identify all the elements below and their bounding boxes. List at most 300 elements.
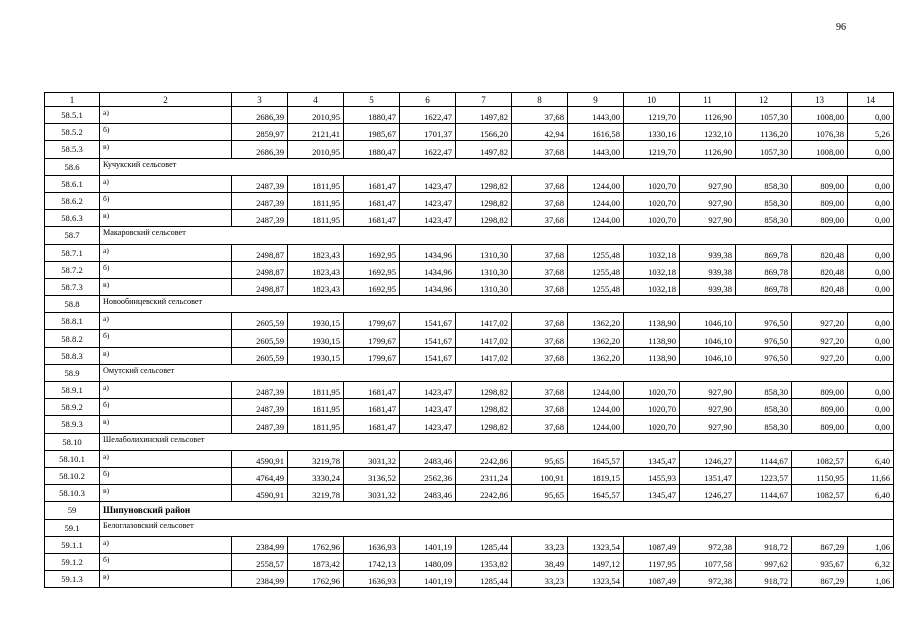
section-title: Шелаболихинский сельсовет (100, 433, 894, 450)
value-cell: 1799,67 (344, 347, 400, 364)
value-cell: 2558,57 (232, 553, 288, 570)
value-cell: 1401,19 (400, 571, 456, 588)
value-cell: 2562,36 (400, 467, 456, 484)
row-number: 59.1.1 (45, 536, 100, 553)
value-cell: 1645,57 (568, 450, 624, 467)
value-cell: 1823,43 (288, 244, 344, 261)
value-cell: 0,00 (848, 278, 894, 295)
row-label: б) (100, 467, 232, 484)
value-cell: 1434,96 (400, 261, 456, 278)
value-cell: 997,62 (736, 553, 792, 570)
row-number: 58.7.1 (45, 244, 100, 261)
value-cell: 0,00 (848, 107, 894, 124)
value-cell: 927,90 (680, 175, 736, 192)
value-cell: 1622,47 (400, 107, 456, 124)
row-number: 58.7.3 (45, 278, 100, 295)
value-cell: 869,78 (736, 278, 792, 295)
row-label: б) (100, 553, 232, 570)
row-label: б) (100, 330, 232, 347)
value-cell: 820,48 (792, 244, 848, 261)
value-cell: 1423,47 (400, 416, 456, 433)
value-cell: 1423,47 (400, 175, 456, 192)
column-header: 12 (736, 93, 792, 107)
value-cell: 1351,47 (680, 467, 736, 484)
value-cell: 1223,57 (736, 467, 792, 484)
value-cell: 37,68 (512, 175, 568, 192)
value-cell: 1138,90 (624, 330, 680, 347)
value-cell: 3330,24 (288, 467, 344, 484)
value-cell: 1811,95 (288, 382, 344, 399)
value-cell: 1423,47 (400, 382, 456, 399)
value-cell: 1541,67 (400, 313, 456, 330)
row-label: в) (100, 347, 232, 364)
value-cell: 2487,39 (232, 416, 288, 433)
value-cell: 1144,67 (736, 450, 792, 467)
value-cell: 1082,57 (792, 450, 848, 467)
table-row (45, 485, 894, 502)
value-cell: 42,94 (512, 124, 568, 141)
value-cell: 1,06 (848, 571, 894, 588)
value-cell: 1681,47 (344, 382, 400, 399)
value-cell: 1032,18 (624, 261, 680, 278)
value-cell: 2483,46 (400, 450, 456, 467)
table-body (45, 93, 894, 588)
table-row (45, 450, 894, 467)
value-cell: 1681,47 (344, 416, 400, 433)
value-cell: 1244,00 (568, 399, 624, 416)
value-cell: 2487,39 (232, 192, 288, 209)
value-cell: 2384,99 (232, 571, 288, 588)
row-label: в) (100, 416, 232, 433)
row-label: а) (100, 382, 232, 399)
section-row (45, 158, 894, 175)
row-number: 58.5.1 (45, 107, 100, 124)
value-cell: 1417,02 (456, 313, 512, 330)
value-cell: 2311,24 (456, 467, 512, 484)
column-header: 1 (45, 93, 100, 107)
value-cell: 1255,48 (568, 261, 624, 278)
value-cell: 1985,67 (344, 124, 400, 141)
value-cell: 1244,00 (568, 192, 624, 209)
value-cell: 38,49 (512, 553, 568, 570)
value-cell: 6,32 (848, 553, 894, 570)
value-cell: 1742,13 (344, 553, 400, 570)
section-row (45, 364, 894, 381)
value-cell: 809,00 (792, 382, 848, 399)
tariff-table (44, 92, 894, 588)
value-cell: 37,68 (512, 330, 568, 347)
row-label: в) (100, 141, 232, 158)
table-row (45, 124, 894, 141)
value-cell: 809,00 (792, 192, 848, 209)
value-cell: 3136,52 (344, 467, 400, 484)
column-header: 14 (848, 93, 894, 107)
value-cell: 0,00 (848, 313, 894, 330)
value-cell: 1353,82 (456, 553, 512, 570)
row-number: 58.8 (45, 296, 100, 313)
value-cell: 1762,96 (288, 536, 344, 553)
value-cell: 1255,48 (568, 278, 624, 295)
value-cell: 37,68 (512, 399, 568, 416)
value-cell: 1046,10 (680, 313, 736, 330)
value-cell: 1126,90 (680, 107, 736, 124)
column-header: 8 (512, 93, 568, 107)
value-cell: 1310,30 (456, 244, 512, 261)
value-cell: 11,66 (848, 467, 894, 484)
value-cell: 927,90 (680, 382, 736, 399)
value-cell: 37,68 (512, 210, 568, 227)
value-cell: 809,00 (792, 416, 848, 433)
value-cell: 1681,47 (344, 399, 400, 416)
value-cell: 1417,02 (456, 347, 512, 364)
value-cell: 37,68 (512, 416, 568, 433)
row-number: 58.10.1 (45, 450, 100, 467)
value-cell: 1455,93 (624, 467, 680, 484)
value-cell: 1434,96 (400, 244, 456, 261)
value-cell: 2384,99 (232, 536, 288, 553)
value-cell: 809,00 (792, 175, 848, 192)
table-row (45, 313, 894, 330)
row-number: 59.1 (45, 519, 100, 536)
row-label: б) (100, 192, 232, 209)
value-cell: 976,50 (736, 313, 792, 330)
value-cell: 0,00 (848, 416, 894, 433)
value-cell: 1823,43 (288, 278, 344, 295)
value-cell: 927,90 (680, 192, 736, 209)
row-number: 58.9.3 (45, 416, 100, 433)
value-cell: 820,48 (792, 278, 848, 295)
value-cell: 1244,00 (568, 175, 624, 192)
row-label: в) (100, 571, 232, 588)
value-cell: 1298,82 (456, 210, 512, 227)
table-row (45, 536, 894, 553)
table-row (45, 107, 894, 124)
value-cell: 2605,59 (232, 347, 288, 364)
row-number: 58.9 (45, 364, 100, 381)
value-cell: 1008,00 (792, 141, 848, 158)
row-number: 58.9.1 (45, 382, 100, 399)
value-cell: 0,00 (848, 244, 894, 261)
value-cell: 2605,59 (232, 313, 288, 330)
value-cell: 1020,70 (624, 192, 680, 209)
value-cell: 1246,27 (680, 450, 736, 467)
section-row (45, 227, 894, 244)
value-cell: 2498,87 (232, 261, 288, 278)
value-cell: 939,38 (680, 261, 736, 278)
section-title: Макаровский сельсовет (100, 227, 894, 244)
value-cell: 2242,86 (456, 485, 512, 502)
value-cell: 1032,18 (624, 278, 680, 295)
value-cell: 1819,15 (568, 467, 624, 484)
row-number: 58.9.2 (45, 399, 100, 416)
value-cell: 1480,09 (400, 553, 456, 570)
row-number: 58.5.3 (45, 141, 100, 158)
value-cell: 0,00 (848, 330, 894, 347)
value-cell: 1541,67 (400, 347, 456, 364)
value-cell: 1401,19 (400, 536, 456, 553)
value-cell: 1434,96 (400, 278, 456, 295)
value-cell: 37,68 (512, 141, 568, 158)
table-row (45, 399, 894, 416)
value-cell: 2242,86 (456, 450, 512, 467)
column-header: 2 (100, 93, 232, 107)
row-label: б) (100, 124, 232, 141)
value-cell: 1032,18 (624, 244, 680, 261)
value-cell: 1692,95 (344, 244, 400, 261)
value-cell: 1681,47 (344, 175, 400, 192)
row-label: а) (100, 244, 232, 261)
table-row (45, 141, 894, 158)
value-cell: 3031,32 (344, 450, 400, 467)
value-cell: 2487,39 (232, 175, 288, 192)
value-cell: 1645,57 (568, 485, 624, 502)
row-number: 59 (45, 502, 100, 519)
row-label: б) (100, 399, 232, 416)
value-cell: 918,72 (736, 536, 792, 553)
value-cell: 1150,95 (792, 467, 848, 484)
value-cell: 3219,78 (288, 485, 344, 502)
section-row (45, 433, 894, 450)
value-cell: 0,00 (848, 210, 894, 227)
value-cell: 1087,49 (624, 571, 680, 588)
value-cell: 809,00 (792, 399, 848, 416)
table-row (45, 278, 894, 295)
value-cell: 0,00 (848, 141, 894, 158)
value-cell: 100,91 (512, 467, 568, 484)
value-cell: 1138,90 (624, 347, 680, 364)
value-cell: 1880,47 (344, 107, 400, 124)
value-cell: 1219,70 (624, 107, 680, 124)
value-cell: 867,29 (792, 571, 848, 588)
value-cell: 858,30 (736, 382, 792, 399)
value-cell: 1681,47 (344, 210, 400, 227)
value-cell: 1298,82 (456, 416, 512, 433)
value-cell: 1423,47 (400, 210, 456, 227)
value-cell: 1497,12 (568, 553, 624, 570)
value-cell: 37,68 (512, 244, 568, 261)
value-cell: 1880,47 (344, 141, 400, 158)
table-row (45, 571, 894, 588)
page-number: 96 (836, 22, 846, 33)
row-number: 58.6.1 (45, 175, 100, 192)
value-cell: 37,68 (512, 192, 568, 209)
value-cell: 2010,95 (288, 107, 344, 124)
value-cell: 1008,00 (792, 107, 848, 124)
value-cell: 1566,20 (456, 124, 512, 141)
value-cell: 1930,15 (288, 313, 344, 330)
row-number: 59.1.2 (45, 553, 100, 570)
row-number: 58.6 (45, 158, 100, 175)
row-number: 58.6.2 (45, 192, 100, 209)
value-cell: 1255,48 (568, 244, 624, 261)
value-cell: 0,00 (848, 347, 894, 364)
value-cell: 5,26 (848, 124, 894, 141)
value-cell: 1144,67 (736, 485, 792, 502)
value-cell: 927,90 (680, 399, 736, 416)
column-header: 3 (232, 93, 288, 107)
value-cell: 858,30 (736, 175, 792, 192)
table-row (45, 467, 894, 484)
row-number: 59.1.3 (45, 571, 100, 588)
value-cell: 1345,47 (624, 450, 680, 467)
value-cell: 1541,67 (400, 330, 456, 347)
value-cell: 1811,95 (288, 210, 344, 227)
table-row (45, 416, 894, 433)
value-cell: 1232,10 (680, 124, 736, 141)
value-cell: 1423,47 (400, 399, 456, 416)
value-cell: 1310,30 (456, 261, 512, 278)
value-cell: 927,20 (792, 347, 848, 364)
value-cell: 976,50 (736, 330, 792, 347)
value-cell: 2487,39 (232, 399, 288, 416)
value-cell: 6,40 (848, 485, 894, 502)
value-cell: 858,30 (736, 192, 792, 209)
row-label: а) (100, 107, 232, 124)
value-cell: 1298,82 (456, 175, 512, 192)
district-row (45, 502, 894, 519)
row-number: 58.6.3 (45, 210, 100, 227)
table-row (45, 175, 894, 192)
value-cell: 1873,42 (288, 553, 344, 570)
value-cell: 2487,39 (232, 210, 288, 227)
row-label: в) (100, 210, 232, 227)
table-row (45, 192, 894, 209)
value-cell: 0,00 (848, 175, 894, 192)
value-cell: 1057,30 (736, 141, 792, 158)
value-cell: 1799,67 (344, 330, 400, 347)
value-cell: 33,23 (512, 571, 568, 588)
value-cell: 927,20 (792, 330, 848, 347)
value-cell: 1244,00 (568, 416, 624, 433)
value-cell: 1362,20 (568, 347, 624, 364)
row-number: 58.7 (45, 227, 100, 244)
value-cell: 1323,54 (568, 536, 624, 553)
value-cell: 2859,97 (232, 124, 288, 141)
value-cell: 1636,93 (344, 536, 400, 553)
value-cell: 1362,20 (568, 330, 624, 347)
column-header: 13 (792, 93, 848, 107)
value-cell: 1497,82 (456, 107, 512, 124)
value-cell: 1046,10 (680, 347, 736, 364)
value-cell: 1298,82 (456, 399, 512, 416)
table-row (45, 347, 894, 364)
row-label: а) (100, 175, 232, 192)
value-cell: 2686,39 (232, 141, 288, 158)
row-number: 58.10.3 (45, 485, 100, 502)
value-cell: 37,68 (512, 347, 568, 364)
value-cell: 858,30 (736, 210, 792, 227)
value-cell: 1323,54 (568, 571, 624, 588)
value-cell: 1057,30 (736, 107, 792, 124)
value-cell: 972,38 (680, 571, 736, 588)
row-number: 58.5.2 (45, 124, 100, 141)
row-label: в) (100, 278, 232, 295)
value-cell: 1,06 (848, 536, 894, 553)
value-cell: 1244,00 (568, 210, 624, 227)
value-cell: 820,48 (792, 261, 848, 278)
value-cell: 1087,49 (624, 536, 680, 553)
value-cell: 939,38 (680, 278, 736, 295)
value-cell: 37,68 (512, 261, 568, 278)
column-header: 11 (680, 93, 736, 107)
table-row (45, 553, 894, 570)
value-cell: 3219,78 (288, 450, 344, 467)
value-cell: 2605,59 (232, 330, 288, 347)
value-cell: 869,78 (736, 244, 792, 261)
value-cell: 1020,70 (624, 210, 680, 227)
value-cell: 37,68 (512, 278, 568, 295)
value-cell: 1811,95 (288, 175, 344, 192)
value-cell: 1811,95 (288, 399, 344, 416)
value-cell: 1020,70 (624, 416, 680, 433)
row-number: 58.8.3 (45, 347, 100, 364)
value-cell: 1417,02 (456, 330, 512, 347)
value-cell: 1219,70 (624, 141, 680, 158)
value-cell: 2686,39 (232, 107, 288, 124)
value-cell: 1362,20 (568, 313, 624, 330)
value-cell: 1345,47 (624, 485, 680, 502)
section-title: Новообинцевский сельсовет (100, 296, 894, 313)
value-cell: 2483,46 (400, 485, 456, 502)
value-cell: 1046,10 (680, 330, 736, 347)
value-cell: 1636,93 (344, 571, 400, 588)
section-title: Кучукский сельсовет (100, 158, 894, 175)
value-cell: 927,20 (792, 313, 848, 330)
value-cell: 1076,38 (792, 124, 848, 141)
value-cell: 1244,00 (568, 382, 624, 399)
value-cell: 95,65 (512, 485, 568, 502)
section-row (45, 296, 894, 313)
column-header: 7 (456, 93, 512, 107)
value-cell: 3031,32 (344, 485, 400, 502)
value-cell: 1811,95 (288, 416, 344, 433)
value-cell: 1077,58 (680, 553, 736, 570)
value-cell: 1298,82 (456, 382, 512, 399)
value-cell: 1285,44 (456, 536, 512, 553)
value-cell: 1020,70 (624, 175, 680, 192)
value-cell: 33,23 (512, 536, 568, 553)
row-label: в) (100, 485, 232, 502)
table-row (45, 382, 894, 399)
section-title: Белоглазовский сельсовет (100, 519, 894, 536)
value-cell: 1246,27 (680, 485, 736, 502)
value-cell: 1799,67 (344, 313, 400, 330)
value-cell: 1823,43 (288, 261, 344, 278)
value-cell: 1622,47 (400, 141, 456, 158)
district-title: Шипуновский район (100, 502, 894, 519)
row-label: а) (100, 536, 232, 553)
column-header: 4 (288, 93, 344, 107)
value-cell: 858,30 (736, 416, 792, 433)
row-label: а) (100, 313, 232, 330)
table-row (45, 244, 894, 261)
value-cell: 1197,95 (624, 553, 680, 570)
value-cell: 1298,82 (456, 192, 512, 209)
value-cell: 37,68 (512, 107, 568, 124)
row-number: 58.8.1 (45, 313, 100, 330)
value-cell: 1930,15 (288, 330, 344, 347)
value-cell: 1423,47 (400, 192, 456, 209)
value-cell: 1020,70 (624, 399, 680, 416)
value-cell: 0,00 (848, 192, 894, 209)
table-row (45, 261, 894, 278)
column-header: 6 (400, 93, 456, 107)
value-cell: 927,90 (680, 210, 736, 227)
header-row (45, 93, 894, 107)
value-cell: 2010,95 (288, 141, 344, 158)
value-cell: 1497,82 (456, 141, 512, 158)
value-cell: 976,50 (736, 347, 792, 364)
